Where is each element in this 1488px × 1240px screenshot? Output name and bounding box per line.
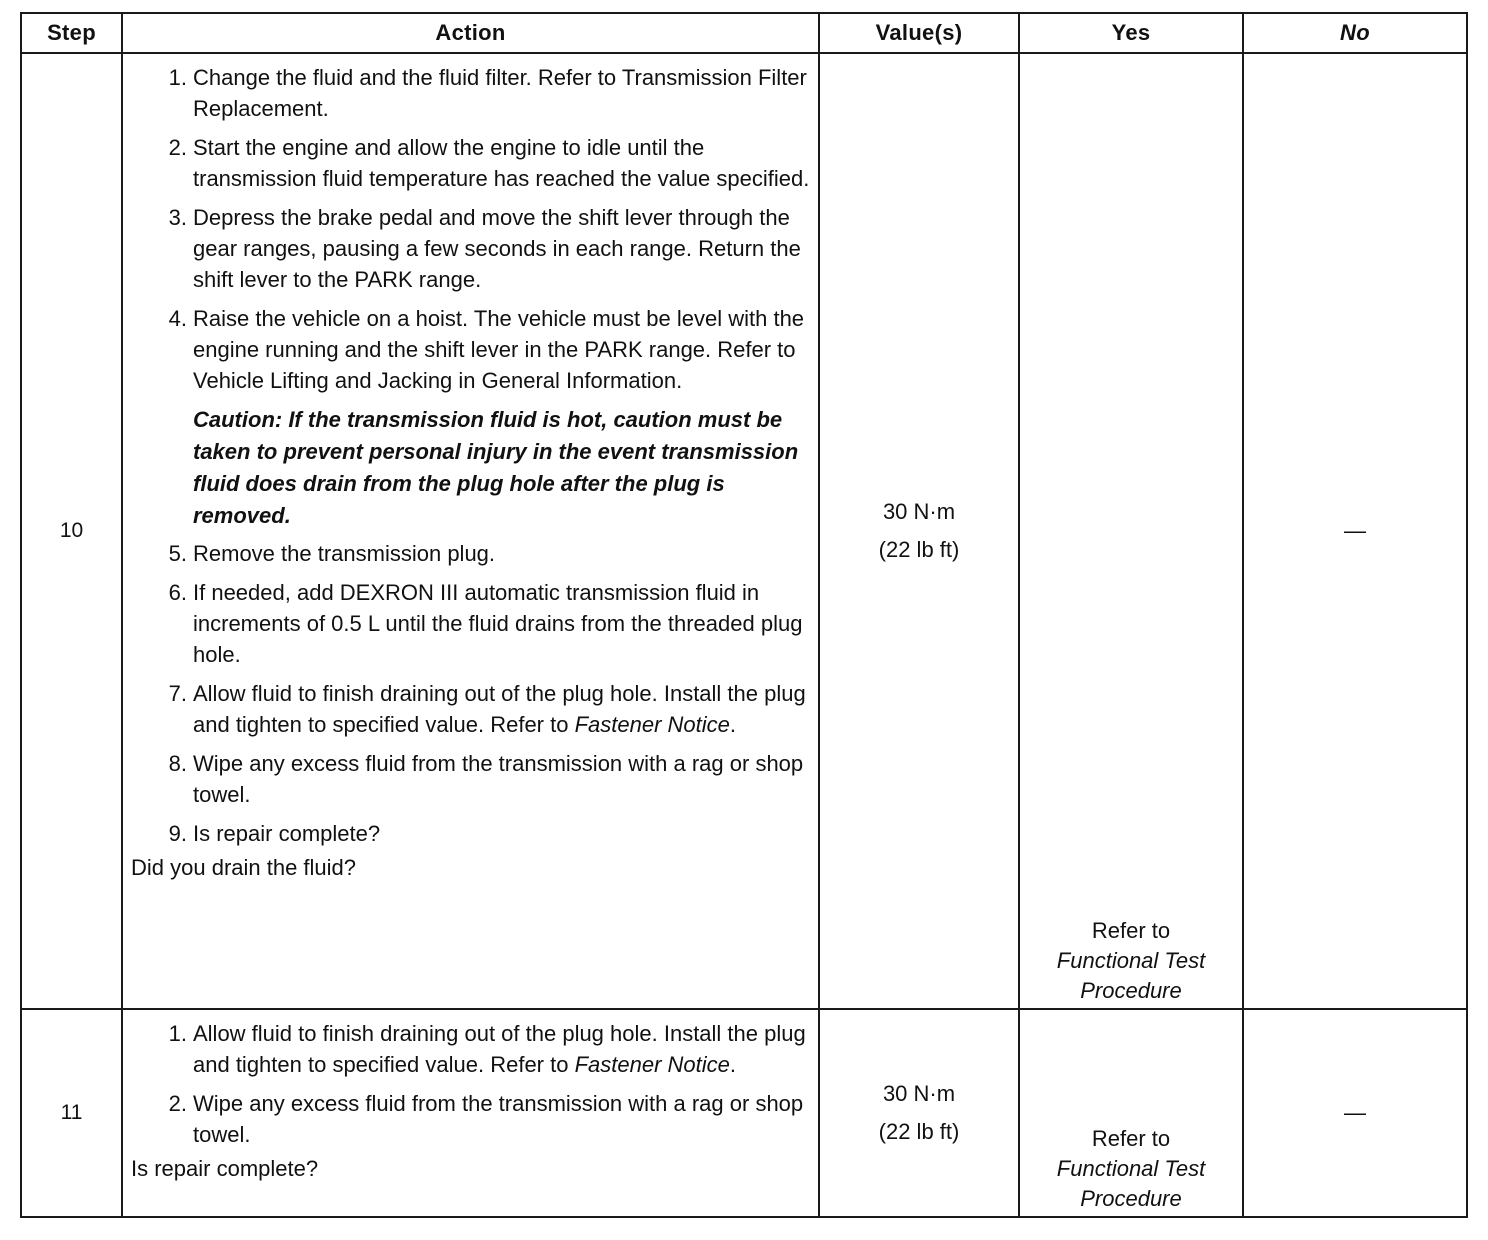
action-steps (129, 1018, 812, 1150)
list-item (129, 1018, 812, 1080)
step-text: Start the engine and allow the engine to idle until the transmission fluid temperature has reached the value specified. (193, 135, 810, 191)
yes-procedure-ref: Functional Test (1056, 948, 1206, 973)
list-item (129, 62, 812, 124)
decision-question: Did you drain the fluid? (131, 855, 357, 880)
torque-imperial: (22 lb ft) (878, 1119, 960, 1144)
yes-procedure-ref-cont: Procedure (1080, 978, 1182, 1003)
step-index: 1. (168, 1021, 187, 1046)
step-text: If needed, add DEXRON III automatic transmission fluid in increments of 0.5 L until the fluid drains from the threaded plug hole. (193, 580, 803, 667)
step-text: Depress the brake pedal and move the shift lever through the gear ranges, pausing a few seconds in each range. Return the shift lever to the PARK range. (193, 205, 801, 292)
fastener-notice-ref: Fastener Notice (574, 1052, 730, 1077)
list-item (129, 1088, 812, 1150)
yes-cell (1019, 1009, 1243, 1217)
step-index: 4. (168, 306, 187, 331)
step-index: 6. (168, 580, 187, 605)
yes-refer: Refer to (1091, 1126, 1171, 1151)
step-text: Is repair complete? (193, 821, 381, 846)
step-text: Remove the transmission plug. (193, 541, 496, 566)
fastener-notice-ref: Fastener Notice (574, 712, 730, 737)
step-index: 2. (168, 135, 187, 160)
list-item (129, 202, 812, 295)
list-item (129, 748, 812, 810)
action-steps (129, 62, 812, 396)
table-header-row (21, 13, 1467, 53)
step-number: 10 (21, 53, 122, 1009)
no-cell: — (1243, 1009, 1467, 1217)
caution-note: Caution: If the transmission fluid is hot, caution must be taken to prevent personal injury in the event transmission fluid does drain from the plug hole after the plug is removed. (193, 407, 799, 528)
diagnostic-table (20, 12, 1468, 1218)
action-steps-continued (129, 538, 812, 849)
header-action: Action (122, 13, 819, 53)
table-row (21, 1009, 1467, 1217)
step-index: 3. (168, 205, 187, 230)
torque-imperial: (22 lb ft) (878, 537, 960, 562)
step-text: Change the fluid and the fluid filter. Refer to Transmission Filter Replacement. (193, 65, 807, 121)
list-item (129, 577, 812, 670)
step-text-lead: Allow fluid to finish draining out of the plug hole. Install the plug and tighten to specified value. Refer to (193, 1021, 806, 1077)
step-index: 1. (168, 65, 187, 90)
header-no: No (1243, 13, 1467, 53)
action-cell (122, 53, 819, 1009)
step-text-tail: . (729, 712, 736, 737)
step-text (193, 1018, 812, 1080)
table-row (21, 53, 1467, 1009)
step-text-tail: . (729, 1052, 736, 1077)
value-cell (819, 53, 1019, 1009)
header-values: Value(s) (819, 13, 1019, 53)
list-item (129, 818, 812, 849)
value-cell (819, 1009, 1019, 1217)
no-cell: — (1243, 53, 1467, 1009)
step-text: Wipe any excess fluid from the transmission with a rag or shop towel. (193, 1091, 804, 1147)
step-text: Raise the vehicle on a hoist. The vehicle must be level with the engine running and the shift lever in the PARK range. Refer to Vehicle Lifting and Jacking in General Information. (193, 306, 805, 393)
header-yes: Yes (1019, 13, 1243, 53)
decision-question: Is repair complete? (131, 1156, 319, 1181)
torque-metric: 30 N·m (882, 1081, 956, 1106)
step-index: 9. (168, 821, 187, 846)
step-index: 8. (168, 751, 187, 776)
torque-metric: 30 N·m (882, 499, 956, 524)
yes-procedure-ref-cont: Procedure (1080, 1186, 1182, 1211)
list-item (129, 678, 812, 740)
list-item (129, 132, 812, 194)
header-step: Step (21, 13, 122, 53)
step-index: 5. (168, 541, 187, 566)
step-number: 11 (21, 1009, 122, 1217)
step-index: 7. (168, 681, 187, 706)
action-cell (122, 1009, 819, 1217)
yes-procedure-ref: Functional Test (1056, 1156, 1206, 1181)
yes-cell (1019, 53, 1243, 1009)
step-text (193, 678, 812, 740)
step-text: Wipe any excess fluid from the transmission with a rag or shop towel. (193, 751, 804, 807)
list-item (129, 303, 812, 396)
list-item (129, 538, 812, 569)
step-index: 2. (168, 1091, 187, 1116)
yes-refer: Refer to (1091, 918, 1171, 943)
step-text-lead: Allow fluid to finish draining out of the plug hole. Install the plug and tighten to specified value. Refer to (193, 681, 806, 737)
